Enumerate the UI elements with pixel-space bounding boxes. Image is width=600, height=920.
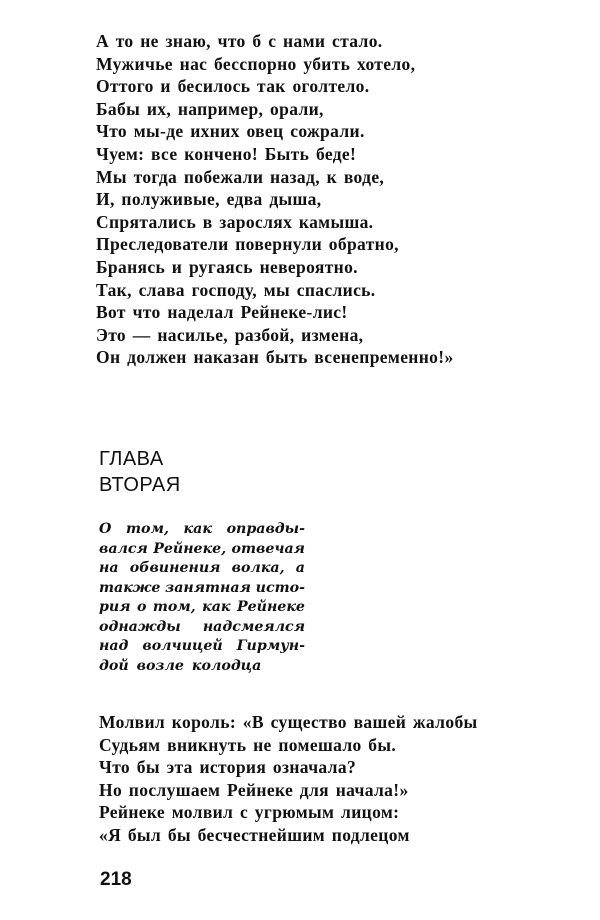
summary-word: вался — [99, 540, 148, 557]
verse-line: Молвил король: «В существо вашей жалобы — [99, 712, 478, 732]
verse-line: «Я был бы бесчестнейшим подлецом — [99, 824, 410, 845]
summary-word: Рейнеке — [236, 599, 305, 615]
summary-line — [99, 579, 305, 599]
summary-word: Гирмун- — [236, 638, 305, 654]
summary-line — [99, 540, 305, 560]
verse-line: Что бы эта история означала? — [99, 757, 357, 778]
verse-line: Оттого и бесилось так оголтело. — [96, 76, 370, 97]
verse-line: Судьям вникнуть не помешало бы. — [99, 734, 397, 755]
verse-line: Но послушаем Рейнеке для начала!» — [99, 779, 409, 800]
summary-line — [99, 520, 305, 540]
summary-line — [99, 657, 305, 677]
summary-word: оправды- — [226, 521, 305, 537]
summary-word: как — [202, 599, 231, 615]
verse-line: Бабы их, например, орали, — [96, 98, 324, 119]
summary-line — [99, 559, 305, 579]
summary-word: как — [183, 521, 212, 537]
summary-word: занятная — [165, 579, 251, 596]
summary-word: том, — [152, 599, 196, 615]
summary-word: также — [99, 579, 161, 596]
summary-word: колодца — [191, 657, 262, 674]
summary-line — [99, 637, 305, 657]
summary-word: а — [295, 560, 305, 576]
summary-word: О — [99, 521, 112, 537]
summary-word: дой — [99, 657, 129, 674]
verse-line: Что мы-де ихних овец сожрали. — [96, 121, 365, 142]
summary-word: волка, — [231, 560, 285, 576]
summary-word: над — [99, 638, 129, 654]
page-number: 218 — [100, 869, 132, 890]
verse-line: Рейнеке молвил с угрюмым лицом: — [99, 802, 400, 823]
verse-line: Чуем: все кончено! Быть беде! — [96, 143, 357, 164]
summary-word: волчицей — [142, 638, 223, 654]
verse-line: Бранясь и ругаясь невероятно. — [96, 256, 358, 277]
summary-word: Рейнеке, — [153, 540, 227, 557]
verse-line: Это — насилье, разбой, измена, — [96, 324, 364, 345]
verse-line: И, полуживые, едва дыша, — [96, 189, 322, 210]
chapter-heading-line-2: ВТОРАЯ — [99, 474, 181, 496]
summary-word: возле — [136, 657, 184, 674]
summary-word: на — [99, 560, 119, 576]
verse-line: Он должен наказан быть всенепременно!» — [96, 347, 454, 368]
chapter-heading-line-1: ГЛАВА — [99, 448, 164, 470]
summary-word: обвинения — [129, 560, 221, 576]
summary-word: надсмеялся — [202, 618, 305, 635]
verse-line: А то не знаю, что б с нами стало. — [96, 31, 383, 51]
chapter-heading — [99, 446, 181, 498]
verse-line: Преследователи повернули обратно, — [96, 234, 399, 255]
verse-block-top — [96, 30, 454, 369]
verse-block-bottom — [99, 711, 478, 847]
summary-word: о — [136, 599, 147, 615]
summary-word: исто- — [255, 579, 305, 596]
verse-line: Мужичье нас бесспорно убить хотело, — [96, 53, 416, 74]
summary-word: однажды — [99, 618, 181, 635]
verse-line: Спрятались в зарослях камыша. — [96, 211, 374, 232]
summary-word: том, — [126, 521, 169, 537]
verse-line: Вот что наделал Рейнеке-лис! — [96, 302, 348, 323]
summary-line — [99, 598, 305, 618]
chapter-summary — [99, 520, 305, 676]
verse-line: Мы тогда побежали назад, к воде, — [96, 166, 385, 187]
summary-word: отвечая — [231, 540, 305, 557]
verse-line: Так, слава господу, мы спаслись. — [96, 279, 376, 300]
summary-word: рия — [99, 599, 131, 615]
summary-line — [99, 618, 305, 638]
